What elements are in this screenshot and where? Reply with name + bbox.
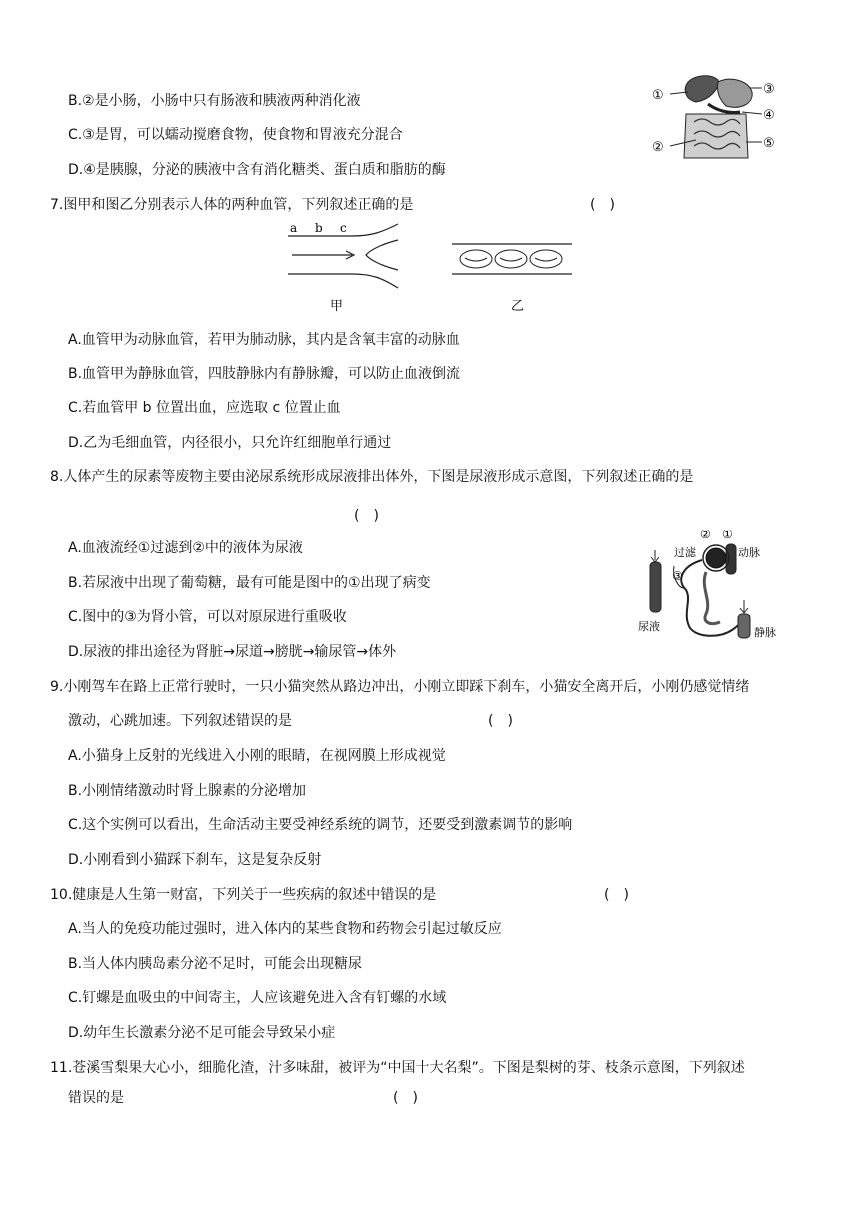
fig-label-5: ⑤ [763,136,775,151]
blood-vessel-figure [282,218,582,316]
nephron-label-1: ① [722,530,733,541]
q8-option-a: A.血液流经①过滤到②中的液体为尿液 [68,540,303,556]
point-c-label: c [340,221,347,235]
q10-option-b: B.当人体内胰岛素分泌不足时，可能会出现糖尿 [68,956,363,972]
fig-label-3: ③ [763,82,775,97]
q7-option-b: B.血管甲为静脉血管，四肢静脉内有静脉瓣，可以防止血液倒流 [68,366,461,382]
label-jia: 甲 [330,299,344,314]
q10-option-c: C.钉螺是血吸虫的中间寄主，人应该避免进入含有钉螺的水域 [68,990,447,1006]
q9-option-c: C.这个实例可以看出，生命活动主要受神经系统的调节，还要受到激素调节的影响 [68,817,573,833]
q8-answer-paren: ( ) [354,508,379,524]
artery-label: 动脉 [738,546,760,559]
nephron-label-3: ③ [672,569,683,583]
fig-label-1: ① [652,88,664,103]
q9-option-d: D.小刚看到小猫踩下刹车，这是复杂反射 [68,852,322,868]
point-a-label: a [290,221,298,235]
q6-option-b: B.②是小肠，小肠中只有肠液和胰液两种消化液 [68,93,361,109]
q10-stem: 10.健康是人生第一财富，下列关于一些疾病的叙述中错误的是 [50,887,437,903]
q9-stem-line2: 激动，心跳加速。下列叙述错误的是 [68,713,292,729]
q10-answer-paren: ( ) [604,887,629,903]
filter-label: 过滤 [674,546,696,559]
q9-option-a: A.小猫身上反射的光线进入小刚的眼睛，在视网膜上形成视觉 [68,748,446,764]
q7-option-d: D.乙为毛细血管，内径很小，只允许红细胞单行通过 [68,435,392,451]
point-b-label: b [315,221,323,235]
q8-stem: 8.人体产生的尿素等废物主要由泌尿系统形成尿液排出体外，下图是尿液形成示意图，下列叙述正确的是 [50,469,694,485]
q8-option-c: C.图中的③为肾小管，可以对原尿进行重吸收 [68,609,347,625]
q11-stem-line2: 错误的是 [68,1090,124,1106]
q7-option-a: A.血管甲为动脉血管，若甲为肺动脉，其内是含氧丰富的动脉血 [68,332,460,348]
q8-option-b: B.若尿液中出现了葡萄糖，最有可能是图中的①出现了病变 [68,575,431,591]
q9-option-b: B.小刚情绪激动时肾上腺素的分泌增加 [68,783,307,799]
vein-label: 静脉 [754,626,776,639]
q10-option-d: D.幼年生长激素分泌不足可能会导致呆小症 [68,1025,336,1041]
q8-option-d: D.尿液的排出途径为肾脏→尿道→膀胱→输尿管→体外 [68,644,397,660]
digestive-system-figure [650,70,780,166]
nephron-label-2: ② [700,530,711,541]
q11-stem-line1: 11.苍溪雪梨果大心小，细脆化渣，汁多味甜，被评为“中国十大名梨”。下图是梨树的芽、枝条示意图，下列叙述 [50,1060,745,1076]
q6-option-c: C.③是胃，可以蠕动搅磨食物，使食物和胃液充分混合 [68,127,403,143]
q7-answer-paren: ( ) [590,197,615,213]
q6-option-d: D.④是胰腺，分泌的胰液中含有消化糖类、蛋白质和脂肪的酶 [68,162,446,178]
q9-stem-line1: 9.小刚驾车在路上正常行驶时，一只小猫突然从路边冲出，小刚立即踩下刹车，小猫安全离开后，小刚仍感觉情绪 [50,679,750,695]
q7-option-c: C.若血管甲 b 位置出血，应选取 c 位置止血 [68,400,341,416]
fig-label-4: ④ [763,108,775,123]
label-yi: 乙 [511,299,525,314]
q9-answer-paren: ( ) [488,713,513,729]
q7-stem: 7.图甲和图乙分别表示人体的两种血管，下列叙述正确的是 [50,197,414,213]
fig-label-2: ② [652,140,664,155]
urine-label: 尿液 [638,620,660,633]
nephron-figure [632,530,802,644]
q10-option-a: A.当人的免疫功能过强时，进入体内的某些食物和药物会引起过敏反应 [68,921,502,937]
q11-answer-paren: ( ) [393,1090,418,1106]
